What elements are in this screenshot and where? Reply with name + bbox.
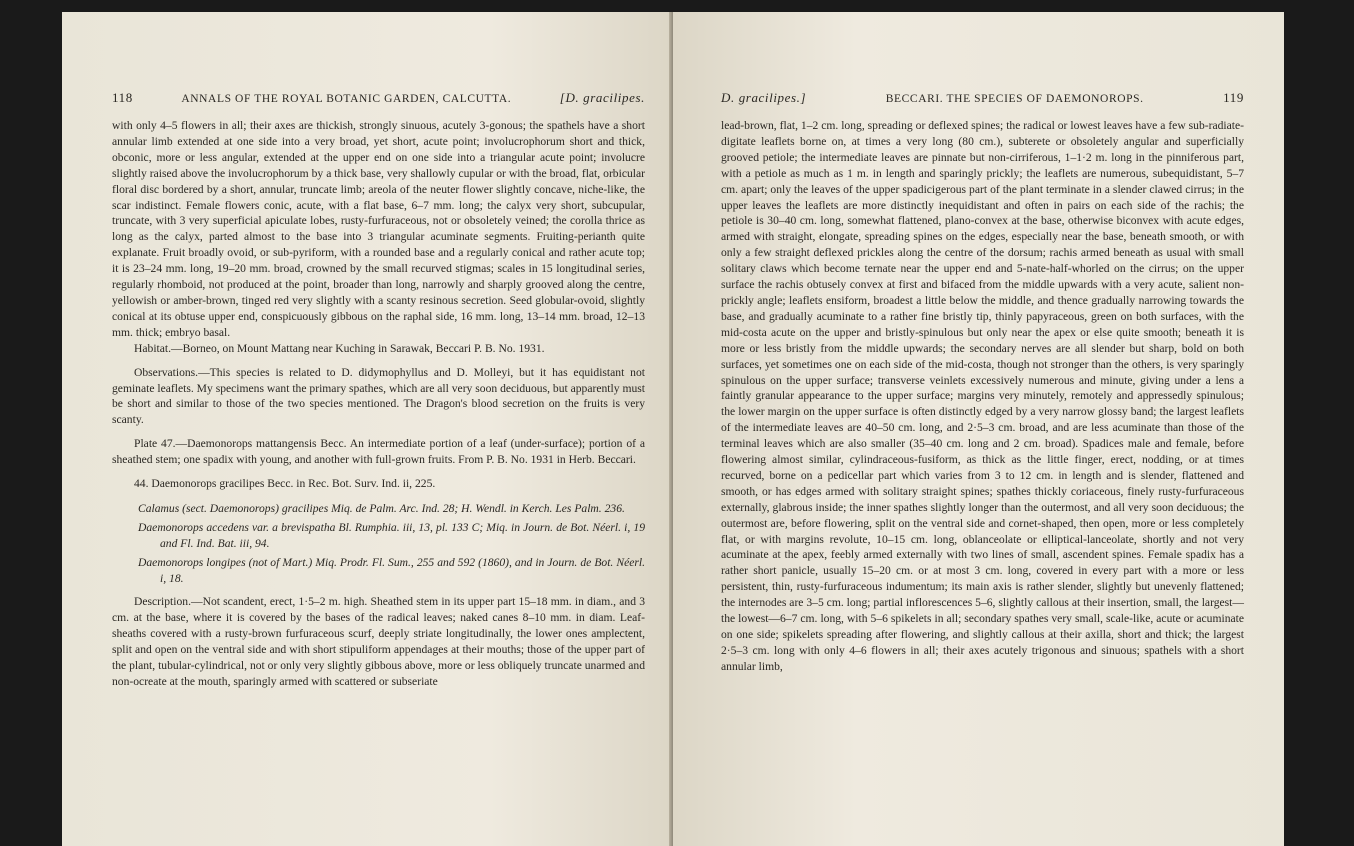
synonym-3: Daemonorops longipes (not of Mart.) Miq. Prodr. Fl. Sum., 255 and 592 (1860), and in Journ. de Bot. Néerl. i, 18. — [138, 555, 645, 585]
book-spread — [62, 12, 1284, 846]
right-page — [673, 12, 1284, 846]
right-paragraph-1: lead-brown, flat, 1–2 cm. long, spreading or deflexed spines; the radical or lowest leaves have a few sub-radiate-digitate leaflets borne on, at times a very long (80 cm.), subterete or obsoletely angular and superficially grooved petiole; the intermediate leaves are pinnate but non-cirriferous, 1–1·2 m. long in the pinniferous part, with a petiole as much as 1 m. in length and sparingly prickly; the leaflets are numerous, subequidistant, 5–7 cm. apart; only the leaves of the upper spadicigerous part of the plant terminate in a slender clawed cirrus; in the upper leaves the leaflets are more distinctly inequidistant and often in pairs on each side of the rachis; the petiole is 30–40 cm. long, somewhat flattened, plano-convex at the base, otherwise biconvex with acute edges, armed with straight, elongate, spreading spines on the edges, especially near the base, beneath smooth, or with only a few straight deflexed prickles along the centre of the dorsum; rachis armed beneath as usual with small solitary claws which become ternate near the upper end and 5-nate-half-whorled on the cirrus; on the upper surface the rachis obtusely convex at first and bifaced from the middle upwards with a very acute, salient non-prickly angle; leaflets ensiform, broadest a little below the middle, and thence gradually narrowing towards the base, and gradually acuminate to a rather fine bristly tip, thinly papyraceous, green on both surfaces, with the mid-costa acute on the upper and bristly-spinulous but only near the apex or else quite smooth; beneath it is more or less bristly from the middle upwards; the secondary nerves are all slender but sharp, bold on both surfaces, yet sometimes one on each side of the mid-costa, though not stronger than the others, is very sparingly spinulous on the upper surface; transverse veinlets excessively numerous and minute, giving under a lens a faintly granular appearance to the upper surface; margins very minutely, remotely and appressedly spinulous; the lower margin on the upper surface is often distinctly edged by a very narrow glossy band; the largest leaflets of the intermediate leaves are 40–50 cm. long, and 2·5–3 cm. broad, and are less acuminate than those of the terminal leaves which are also smaller (35–40 cm. long and 2 cm. broad). Spadices male and female, before flowering almost similar, cylindraceous-fusiform, as thick as the little finger, erect, nodding, or at times recurved, borne on a pedicellar part which varies from 3 to 12 cm. in length and is slender, flattened and smooth, or has edges armed with solitary straight spines; spathes thickly coriaceous, finely rusty-furfuraceous externally, glabrous inside; the inner spathes slightly longer than the outermost, and all very soon deciduous; the outermost are, before flowering, split on the ventral side and cornet-shaped, then open, more or less completely flat, or with margins revolute, 10–15 cm. long, oblanceolate or elliptical-lanceolate, shortly and not very acuminate at the apex, feebly armed externally with two lines of small, ascendent spines. Female spadix has a rather short panicle, usually 15–20 cm. or at most 3 cm. long, covered in every part with a more or less persistent, thin, rusty-furfuraceous indumentum; its main axis is rather slender, slightly but unevenly flattened; the internodes are 3–5 cm. long; partial inflorescences 5–6, slightly callous at their insertion, small, the largest—the lowest—6–7 cm. long, with 5–6 spikelets in all; secondary spathes very small, scale-like, acute or acuminate on one side; spikelets spreading after flowering, and slightly callous at their axilla, short and thick; the largest 2·5–3 cm. long with only 4–6 flowers in all; their axes acutely trigonous and sinuous; spathels with a short annular limb, — [721, 119, 1244, 673]
left-page — [62, 12, 673, 846]
habitat-paragraph: Habitat.—Borneo, on Mount Mattang near Kuching in Sarawak, Beccari P. B. No. 1931. — [134, 341, 545, 355]
species-heading: 44. Daemonorops gracilipes Becc. in Rec. Bot. Surv. Ind. ii, 225. — [134, 477, 436, 491]
left-running-head — [112, 90, 645, 106]
synonym-1: Calamus (sect. Daemonorops) gracilipes Miq. de Palm. Arc. Ind. 28; H. Wendl. in Kerch. Les Palm. 236. — [138, 501, 625, 515]
right-running-head — [721, 90, 1244, 106]
observations-paragraph: Observations.—This species is related to D. didymophyllus and D. Molleyi, but it has equidistant not geminate leaflets. My specimens want the primary spathes, which are all very soon deciduous, but apparently must be short and similar to those of the two species mentioned. The Dragon's blood secretion on the fruits is very scanty. — [112, 365, 645, 427]
left-running-tag: [D. gracilipes. — [559, 90, 645, 105]
right-running-title: BECCARI. THE SPECIES OF DAEMONOROPS. — [885, 93, 1144, 105]
left-running-title: ANNALS OF THE ROYAL BOTANIC GARDEN, CALCUTTA. — [181, 93, 512, 105]
right-running-tag: D. gracilipes.] — [721, 90, 807, 105]
synonym-2: Daemonorops accedens var. a brevispatha Bl. Rumphia. iii, 13, pl. 133 C; Miq. in Journ. de Bot. Néerl. i, 19 and Fl. Ind. Bat. iii, 94. — [138, 520, 645, 550]
left-paragraph-1: with only 4–5 flowers in all; their axes are thickish, strongly sinuous, acutely 3-gonous; the spathels have a short annular limb extended at one side into a very broad, yet short, acute point; involucrophorum short and thick, obconic, more or less angular, extended at the upper end on one side into a triangular acute point; involucre slightly raised above the involucrophorum by a thick base, very shallowly cupular or with the broad, flat, orbicular floral disc bordered by a short, annular, truncate limb; areola of the neuter flower slightly concave, niche-like, the scar indistinct. Female flowers conic, acute, with a flat base, 6–7 mm. long; the calyx very short, subcupular, truncate, with 3 very superficial apiculate lobes, rusty-furfuraceous, not or obsoletely veined; the corolla thrice as long as the calyx, parted almost to the base into 3 triangular acuminate segments. Fruiting-perianth quite explanate. Fruit broadly ovoid, or sub-pyriform, with a rounded base and a regularly conical and rather acute top; it is 23–24 mm. long, 19–20 mm. broad, crowned by the small recurved stigmas; scales in 15 longitudinal series, regularly rhomboid, not produced at the point, broader than long, narrowly and sharply grooved along the centre, yellowish or amber-brown, tinged red very slightly with a scanty resinous secretion. Seed globular-ovoid, slightly conical at its obtuse upper end, conspicuously gibbous on the raphal side, 16 mm. long, 13–14 mm. broad, 12–13 mm. thick; embryo basal. — [112, 119, 645, 339]
right-page-number: 119 — [1223, 90, 1244, 105]
left-page-number: 118 — [112, 90, 133, 105]
description-paragraph: Description.—Not scandent, erect, 1·5–2 m. high. Sheathed stem in its upper part 15–18 mm. in diam., and 3 cm. at the base, where it is covered by the bases of the radical leaves; naked canes 8–10 mm. in diam. Leaf-sheaths covered with a rusty-brown furfuraceous scurf, deeply striate longitudinally, the lower ones amplectent, split and open on the ventral side and with short stipuliform appendages at their mouths; those of the upper part of the plant, tubular-cylindrical, not or only very slightly gibbous above, more or less obliquely truncate unarmed and non-ocreate at the mouth, sparingly armed with scattered or subseriate — [112, 595, 645, 688]
plate-paragraph: Plate 47.—Daemonorops mattangensis Becc. An intermediate portion of a leaf (under-surface); portion of a sheathed stem; one spadix with young, and another with full-grown fruits. From P. B. No. 1931 in Herb. Beccari. — [112, 437, 645, 467]
